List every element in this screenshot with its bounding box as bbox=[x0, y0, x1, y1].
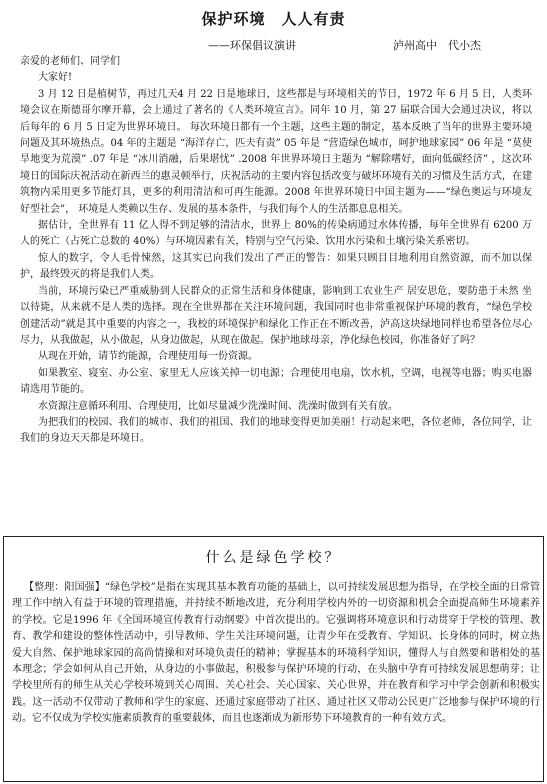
green-school-text: 【整理：阳国强】“绿色学校”是指在实现其基本教育功能的基础上，以可持续发展思想为指导，在学校全面的日常管理工作中纳入有益于环境的管理措施，并持续不断地改进，充分利用学校内外的一切资源和机会全面提高师生环境素养的学校。它是1996 年《全国环境宣传教育行动纲要》中首次提出的。它强调将环境意识和行动贯穿于学校的管理、教育、教学和建设的整体性活动中，引导教师、学生关注环境问题，让青少年在受教育、学知识、长身体的同时，树立热爱大自然、保护地球家园的高尚情操和对环境负责任的精神；掌握基本的环境科学知识，懂得人与自然要和谐相处的基本理念；学会如何从自己开始，从身边的小事做起，积极参与保护环境的行动，在头脑中孕育可持续发展思想萌芽；让学校里所有的师生从关心学校环境到关心周围、关心社会、关心国家、关心世界，并在教育和学习中学会创新和积极实践。这一活动不仅带动了教师和学生的家庭、还通过家庭带动了社区、通过社区又带动公民更广泛地参与保护环境的行动。它不仅成为学校实施素质教育的重要载体，而且也逐渐成为新形势下环境教育的一种有效方式。 bbox=[12, 582, 540, 725]
speech-title: 保护环境 人人有责 bbox=[201, 10, 346, 28]
subtitle-row bbox=[0, 37, 547, 53]
paragraph-holidays: 3 月 12 日是植树节，再过几天4 月 22 日是地球日，这些都是与环境相关的节日，1972 年 6 月 5 日，人类环境会议在斯德哥尔摩开幕，会上通过了著名的《人类环境宣言》。同年 10 月，第 27 届联合国大会通过决议，将以后每年的 6 月 5 日定为世界环境日。 每次环境日都有一个主题，这些主题的制定，基本反映了当年的世界主要环境问题及其环境热点。04 年的主题是 “海洋存亡，匹夫有责” 05 年是 “营造绿色城市，呵护地球家园” 06 年是 “莫使旱地变为荒漠” .07 年是 “冰川消融，后果堪忧” .2008 年世界环境日主题为 “解除嗜好，面向低碳经济” ，这次环境日的国际庆祝活动在新西兰的惠灵顿举行，庆祝活动的主要内容包括改变与破坏环境有关的习惯及生活方式，在建筑物内采用更多节能灯具，更多的利用清洁和可再生能源。2008 年世界环境日中国主题为——“绿色奥运与环境友好型社会”， 环境是人类赖以生存、发展的基本条件，与我们每个人的生活都息息相关。 bbox=[20, 88, 532, 215]
green-school-title: 什么是绿色学校？ bbox=[205, 550, 342, 566]
paragraph-closing: 为把我们的校园、我们的城市、我们的祖国、我们的地球变得更加美丽！行动起来吧，各位老师，各位同学，让我们的身边天天都是环境日。 bbox=[20, 416, 532, 445]
paragraph-save-energy: 从现在开始，请节约能源，合理使用每一份资源。 bbox=[38, 351, 258, 363]
paragraph-current: 当前，环境污染已严重威胁到人民群众的正常生活和身体健康，影响到工农业生产 居安思危，要防患于未然 坐以待毙，从来就不是人类的选择。现在全世界都在关注环境问题，我国同时也非常重视保护环境的教育，“绿色学校创建活动”就是其中重要的内容之一，我校的环境保护和绿化工作正在不断改善，泸高这块绿地同样也希望各位尽心尽力，从我做起，从小做起，从身边做起，从现在做起。保护地球母亲，净化绿色校园，你准备好了吗？ bbox=[20, 285, 532, 346]
speech-author: 泸州高中 代小杰 bbox=[393, 39, 481, 52]
speech-subtitle: ——环保倡议演讲 bbox=[208, 39, 296, 52]
green-school-box bbox=[3, 536, 544, 782]
paragraph-warning: 惊人的数字，令人毛骨悚然，这其实已向我们发出了严正的警告：如果只顾目目地利用自然资源，而不加以保护，最终毁灭的将是我们人类。 bbox=[20, 252, 532, 281]
speech-body bbox=[20, 54, 532, 448]
paragraph-statistics: 据估计，全世界有 11 亿人得不到足够的清洁水，世界上 80%的传染病通过水体传播，每年全世界有 6200 万人的死亡（占死亡总数的 40%）与环境因素有关，特别与空气污染、饮用水污染和土壤污染关系密切。 bbox=[20, 220, 532, 248]
paragraph-electricity: 如果教室、寝室、办公室、家里无人应该关掉一切电源；合理使用电扇，饮水机，空调，电视等电器；购买电器请选用节能的。 bbox=[20, 367, 532, 396]
greeting-line: 亲爱的老师们、同学们 bbox=[20, 56, 120, 67]
paragraph-water: 水资源注意循环利用、合理使用，比如尽量减少洗澡时间、洗澡时做到有关有放。 bbox=[38, 400, 398, 412]
hello-line: 大家好! bbox=[38, 72, 73, 84]
